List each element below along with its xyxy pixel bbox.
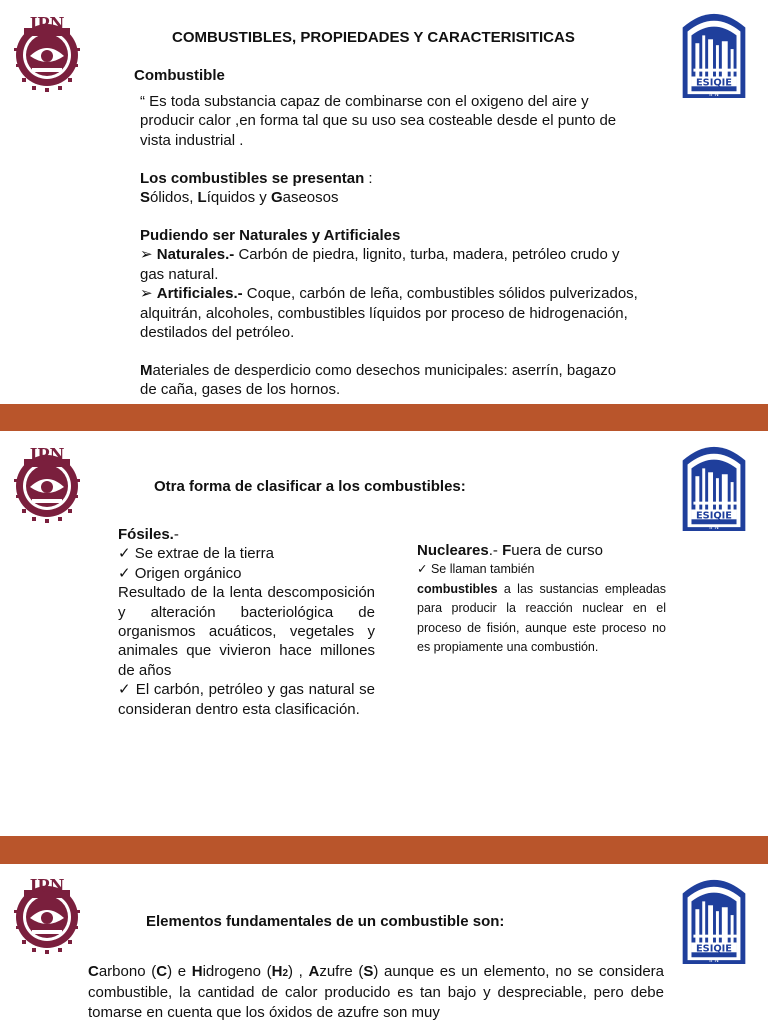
nuclear-note: uera de curso xyxy=(511,542,603,559)
separator-band xyxy=(0,836,768,864)
symbol-s: S xyxy=(363,963,374,980)
waste-initial: M xyxy=(140,362,153,379)
definition-text: “ Es toda substancia capaz de combinarse con el oxigeno del aire y producir calor ,en forma tal que su uso sea costeable desde el punto de vista industrial . xyxy=(140,93,617,149)
slide-3 xyxy=(0,864,768,1024)
artificial-label: Artificiales.- xyxy=(156,285,243,303)
nuclear-bold: combustibles xyxy=(417,581,498,596)
state-rest: ólidos, xyxy=(150,189,198,207)
letter-a: A xyxy=(308,963,320,980)
waste-body: ateriales de desperdicio como desechos municipales: aserrín, bagazo de caña, gases de los hornos. xyxy=(140,362,617,399)
state-initial: G xyxy=(270,189,283,207)
artificial-text: Coque, carbón de leña, combustibles sólidos pulverizados, alquitrán, alcoholes, combustibles líquidos por proceso de hidrogenación, destilados del petróleo. xyxy=(140,285,638,342)
symbol-c: C xyxy=(156,963,168,980)
waste-text xyxy=(140,361,620,400)
nuclear-description xyxy=(417,560,666,658)
text-run: ) e xyxy=(167,963,192,980)
text-run: arbono ( xyxy=(98,963,157,980)
presentation-colon: : xyxy=(364,170,373,187)
slide-1 xyxy=(0,0,768,404)
checkmark-icon: ✓ xyxy=(417,562,428,576)
natural-label: Naturales.- xyxy=(156,246,235,264)
origin-block xyxy=(140,226,645,342)
fossil-description: Resultado de la lenta descomposición y alteración bacteriológica de organismos acuáticos, vegetales y animales que vivieron hace millones de años xyxy=(118,584,375,679)
nuclear-title: Nucleares xyxy=(417,542,489,559)
fossil-item: El carbón, petróleo y gas natural se consideran dentro esta clasificación. xyxy=(118,681,375,718)
section-subtitle: Combustible xyxy=(134,67,225,84)
arrow-bullet-icon: ➢ xyxy=(140,246,153,264)
slide-1-title: COMBUSTIBLES, PROPIEDADES Y CARACTERISITICAS xyxy=(172,29,575,46)
fossil-item: Origen orgánico xyxy=(130,564,242,582)
letter-h: H xyxy=(191,963,203,980)
text-run: ) aunque es un elemento, no se considera combustible, la cantidad de calor producido es tan bajo y despreciable, pero debe tomarse en cuenta que los óxidos de azufre son muy xyxy=(88,963,665,1021)
checkmark-icon: ✓ xyxy=(118,545,131,563)
esiqie-building-icon xyxy=(680,872,748,966)
presentation-block xyxy=(140,169,640,208)
letter-c: C xyxy=(88,963,99,980)
fossil-item-3 xyxy=(118,680,375,719)
checkmark-icon: ✓ xyxy=(118,681,132,699)
elements-paragraph xyxy=(88,962,664,1022)
arrow-bullet-icon: ➢ xyxy=(140,285,153,303)
fossil-heading: Fósiles. xyxy=(118,526,174,543)
state-initial: L xyxy=(197,189,207,207)
subscript-2: 2 xyxy=(282,968,289,979)
text-run: idrogeno ( xyxy=(202,963,272,980)
symbol-h: H xyxy=(271,963,283,980)
nuclear-text: a las sustancias empleadas para producir la reacción nuclear en el proceso de fisión, aunque este proceso no es propiamente una combustión. xyxy=(417,581,666,655)
ipn-crest-icon xyxy=(10,439,84,535)
presentation-heading: Los combustibles se presentan xyxy=(140,170,365,187)
state-rest: aseosos xyxy=(282,189,339,207)
slide-2-title: Otra forma de clasificar a los combustibles: xyxy=(154,478,466,495)
slide-3-title: Elementos fundamentales de un combustible son: xyxy=(146,913,505,930)
esiqie-building-icon xyxy=(680,439,748,533)
text-run: ) , xyxy=(288,963,309,980)
separator-band xyxy=(0,404,768,431)
fossil-dash: - xyxy=(173,526,179,543)
nuclear-separator: .- xyxy=(488,542,503,559)
text-run: zufre ( xyxy=(319,963,364,980)
fossil-item: Se extrae de la tierra xyxy=(130,545,274,563)
slide-2 xyxy=(0,431,768,836)
ipn-crest-icon xyxy=(10,870,84,966)
fossil-block xyxy=(118,525,375,719)
ipn-crest-icon xyxy=(10,8,84,104)
checkmark-icon: ✓ xyxy=(118,564,131,582)
nuclear-heading xyxy=(417,541,667,560)
state-initial: S xyxy=(140,189,151,207)
natural-text: Carbón de piedra, lignito, turba, madera, petróleo crudo y gas natural. xyxy=(140,246,620,283)
origin-heading: Pudiendo ser Naturales y Artificiales xyxy=(140,227,401,244)
nuclear-initial: F xyxy=(502,542,512,559)
esiqie-building-icon xyxy=(680,6,748,100)
nuclear-pre: Se llaman también xyxy=(427,562,535,576)
state-rest: íquidos y xyxy=(206,189,271,207)
